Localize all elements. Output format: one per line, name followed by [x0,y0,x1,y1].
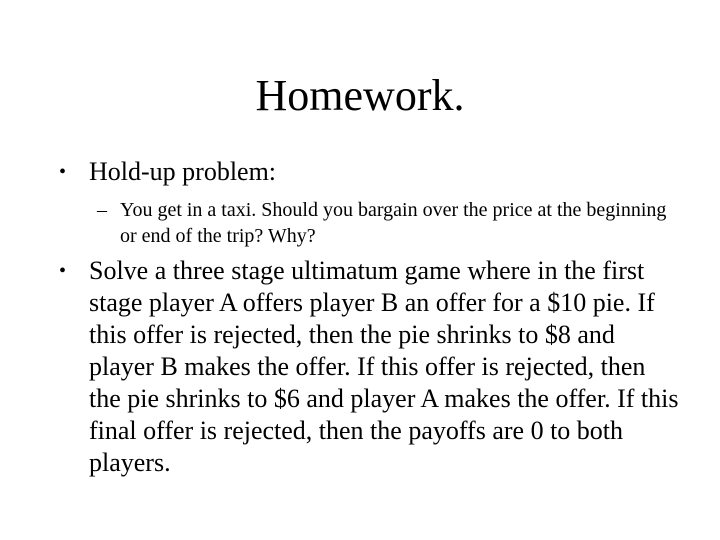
sub-bullet-item-taxi [97,197,667,249]
bullet-text: Solve a three stage ultimatum game where in the first stage player A offers player B an offer for a $10 pie. If this offer is rejected, then the pie shrinks to $8 and player B makes the offer. If this offer is rejected, then the pie shrinks to $6 and player A makes the offer. If this final offer is rejected, then the payoffs are 0 to both players. [89,256,679,477]
slide-title: Homework. [255,71,465,120]
sub-bullet-text: You get in a taxi. Should you bargain over the price at the beginning or end of the trip? Why? [120,199,667,247]
dash-icon: – [97,199,107,221]
bullet-text: Hold-up problem: [89,157,277,186]
bullet-item-hold-up [59,156,679,188]
bullet-icon: • [59,161,67,183]
bullet-icon: • [59,260,67,282]
bullet-item-ultimatum [59,255,679,479]
